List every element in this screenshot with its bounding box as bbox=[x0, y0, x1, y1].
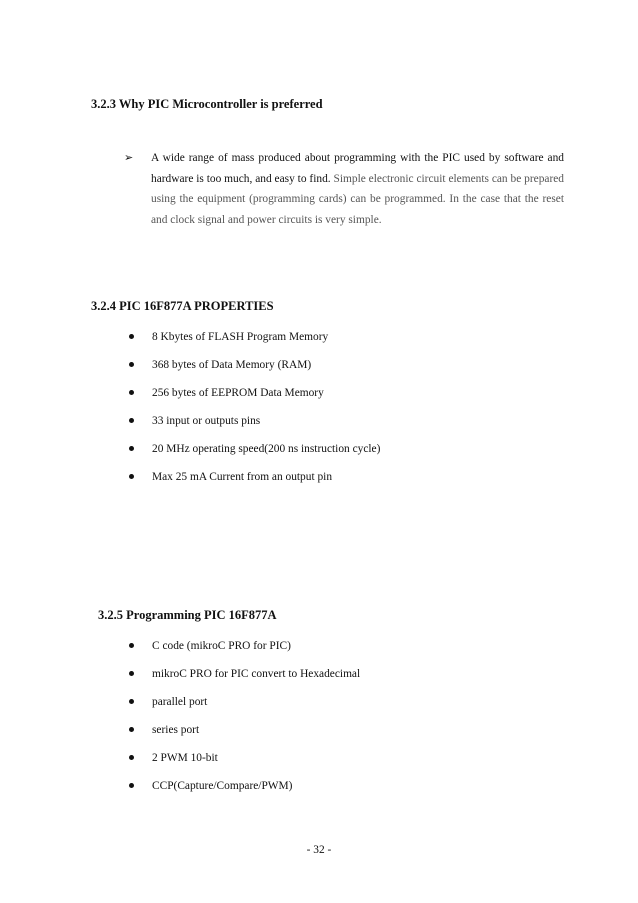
paragraph-main-text: A wide range of mass produced about programming with the PIC used by software and hardware is too much, and easy to find. bbox=[151, 152, 564, 185]
bullet-dot-icon bbox=[129, 362, 134, 367]
arrow-bullet-icon: ➢ bbox=[124, 152, 134, 164]
bullet-dot-icon bbox=[129, 446, 134, 451]
bullet-dot-icon bbox=[129, 334, 134, 339]
bullet-dot-icon bbox=[129, 418, 134, 423]
list-item-text: 33 input or outputs pins bbox=[152, 415, 261, 427]
list-item-text: CCP(Capture/Compare/PWM) bbox=[152, 780, 293, 792]
list-item-text: parallel port bbox=[152, 696, 208, 708]
paragraph-muted-text: Simple electronic circuit elements can be prepared using the equipment (programming cards) can be programmed. In the case that the reset and clock signal and power circuits is very simple. bbox=[151, 172, 564, 226]
section-heading-properties: 3.2.4 PIC 16F877A PROPERTIES bbox=[91, 299, 274, 313]
bullet-dot-icon bbox=[129, 727, 134, 732]
section-heading-why-pic: 3.2.3 Why PIC Microcontroller is preferred bbox=[91, 97, 323, 111]
bullet-dot-icon bbox=[129, 755, 134, 760]
bullet-dot-icon bbox=[129, 474, 134, 479]
bullet-dot-icon bbox=[129, 671, 134, 676]
list-item-text: Max 25 mA Current from an output pin bbox=[152, 471, 333, 483]
preferred-reasons-paragraph bbox=[151, 148, 564, 230]
list-item-text: C code (mikroC PRO for PIC) bbox=[152, 640, 291, 652]
list-item-text: 2 PWM 10-bit bbox=[152, 752, 218, 764]
list-item-text: 368 bytes of Data Memory (RAM) bbox=[152, 359, 312, 371]
bullet-dot-icon bbox=[129, 643, 134, 648]
list-item-text: 20 MHz operating speed(200 ns instruction cycle) bbox=[152, 443, 381, 455]
bullet-dot-icon bbox=[129, 783, 134, 788]
bullet-dot-icon bbox=[129, 699, 134, 704]
list-item-text: series port bbox=[152, 724, 200, 736]
list-item-text: mikroC PRO for PIC convert to Hexadecimal bbox=[152, 668, 361, 680]
page-number: - 32 - bbox=[306, 844, 332, 856]
list-item-text: 256 bytes of EEPROM Data Memory bbox=[152, 387, 324, 399]
list-item-text: 8 Kbytes of FLASH Program Memory bbox=[152, 331, 329, 343]
bullet-dot-icon bbox=[129, 390, 134, 395]
section-heading-programming: 3.2.5 Programming PIC 16F877A bbox=[98, 608, 277, 622]
